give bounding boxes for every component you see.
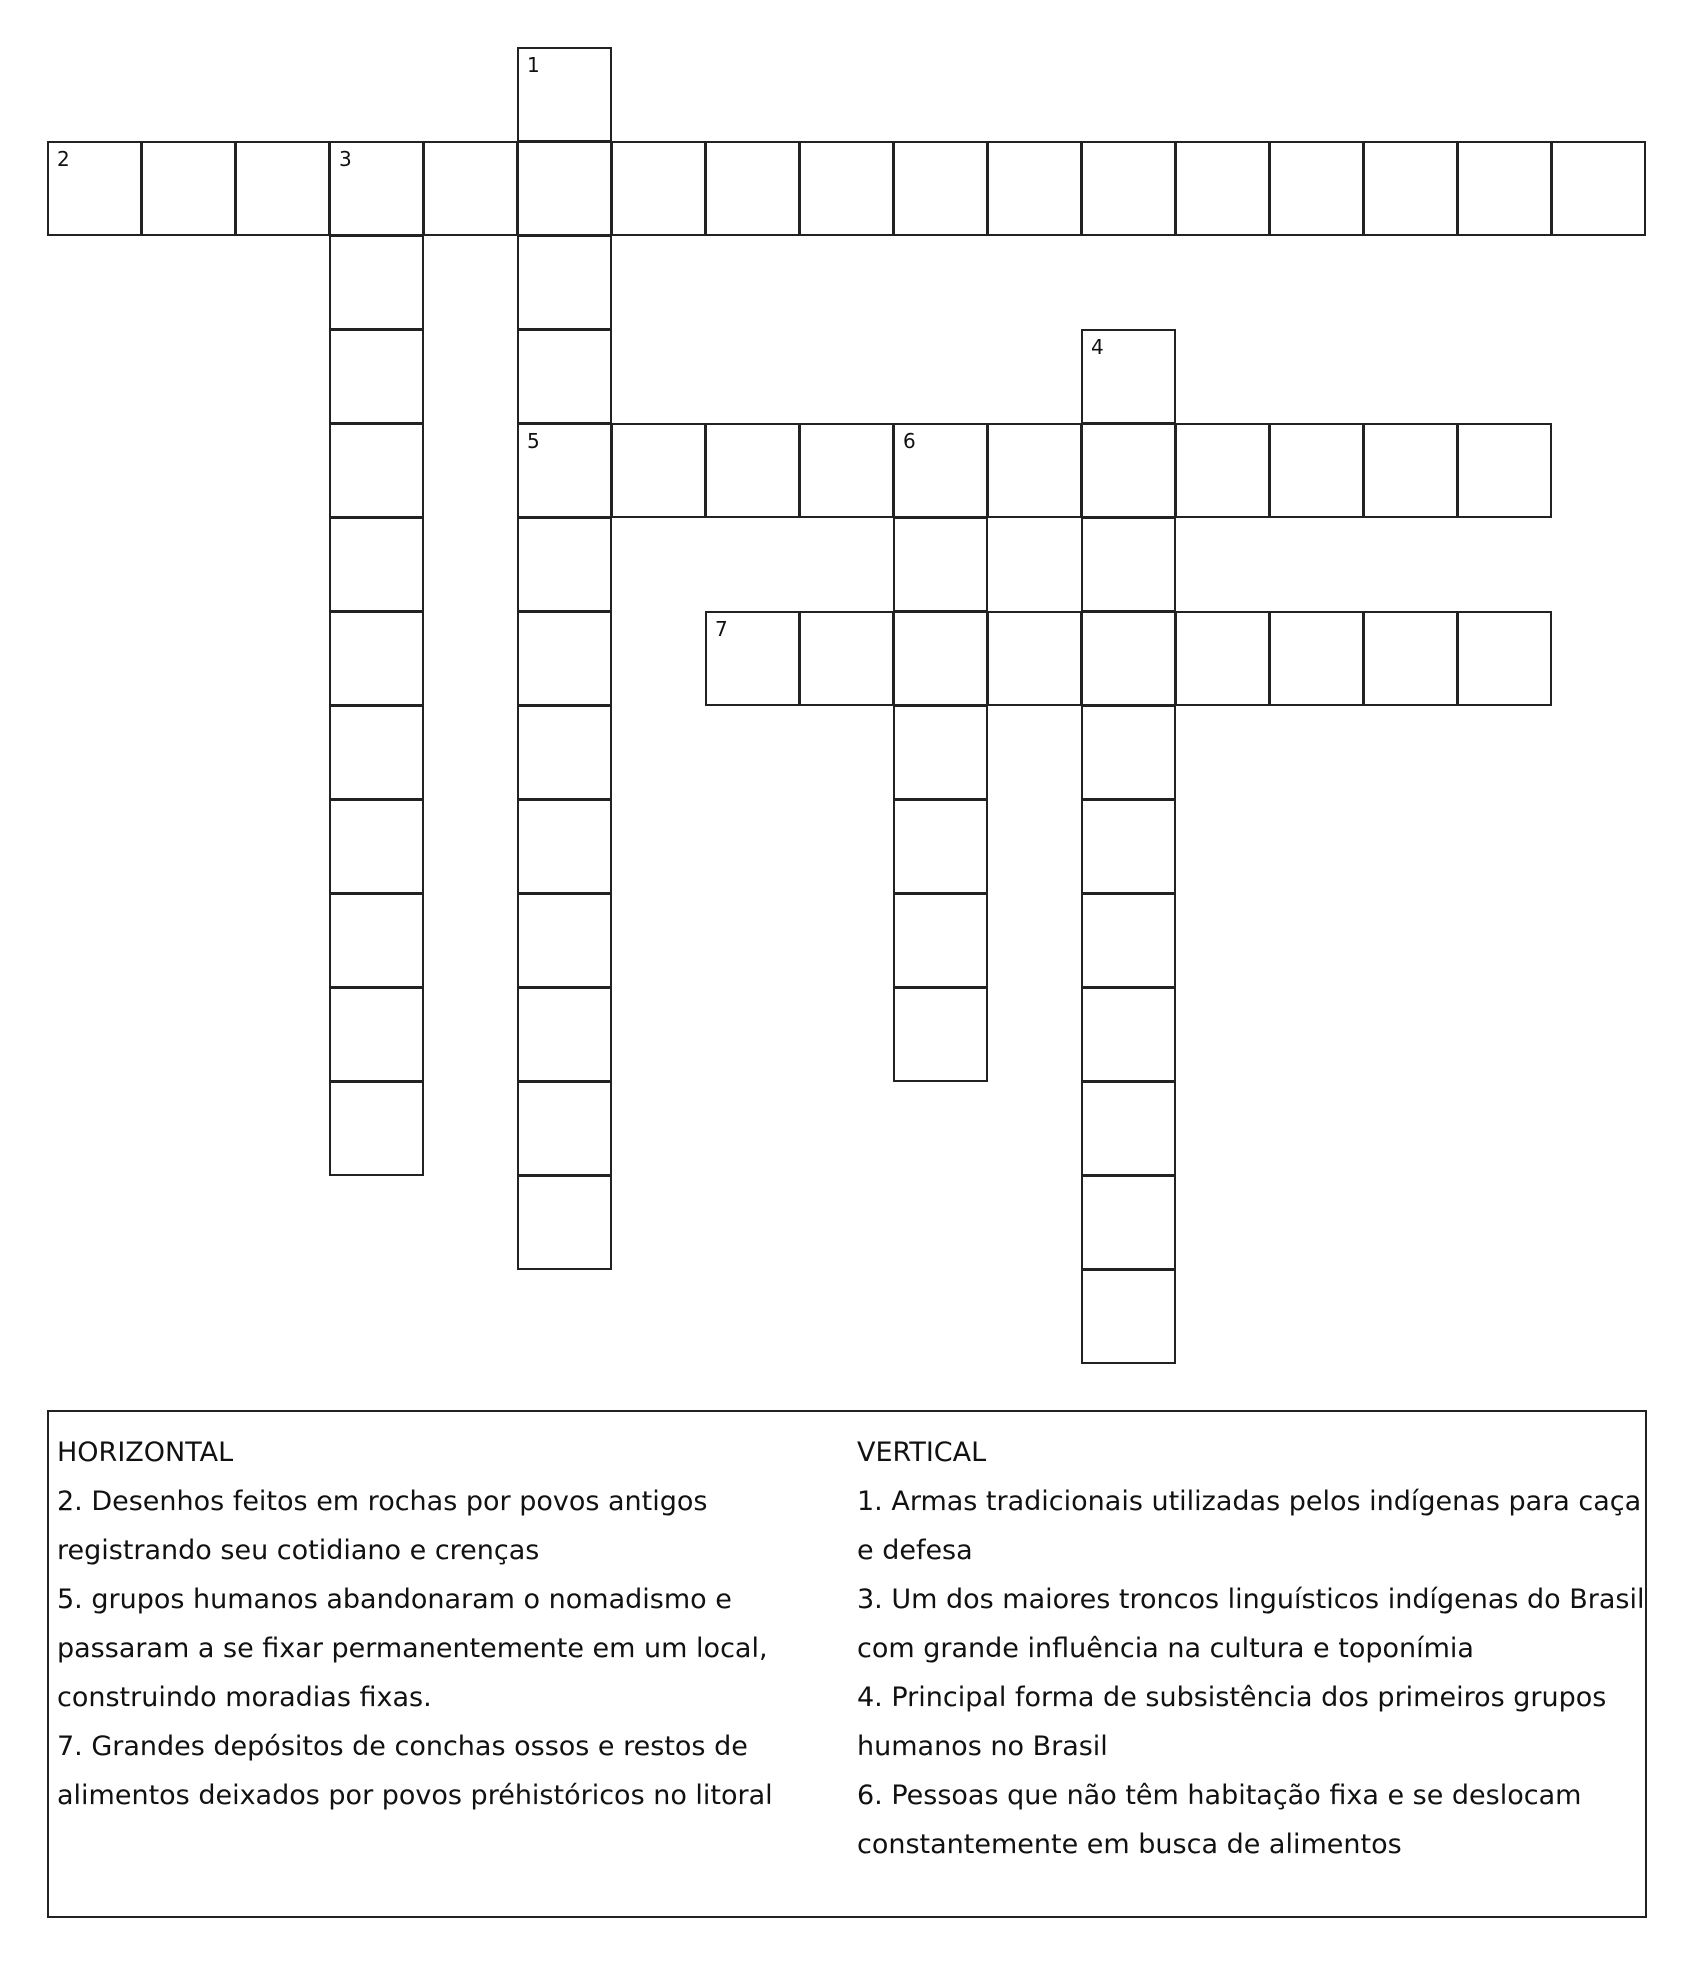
vertical-clue-line: 4. Principal forma de subsistência dos primeiros grupos [857, 1682, 1607, 1713]
clues-box [47, 1410, 1647, 1918]
grid-cell[interactable] [517, 705, 612, 800]
grid-cell[interactable] [611, 423, 706, 518]
horizontal-clue-line: alimentos deixados por povos préhistóricos no litoral [57, 1780, 773, 1811]
grid-cell[interactable] [893, 893, 988, 988]
grid-cell[interactable] [893, 423, 988, 518]
grid-cell[interactable] [705, 423, 800, 518]
grid-cell[interactable] [893, 987, 988, 1082]
grid-cell[interactable] [1081, 893, 1176, 988]
grid-cell[interactable] [517, 987, 612, 1082]
grid-cell[interactable] [329, 329, 424, 424]
grid-cell[interactable] [1363, 423, 1458, 518]
clue-number: 2 [57, 147, 70, 171]
grid-cell[interactable] [1457, 423, 1552, 518]
grid-cell[interactable] [517, 423, 612, 518]
grid-cell[interactable] [1175, 141, 1270, 236]
grid-cell[interactable] [517, 893, 612, 988]
grid-cell[interactable] [1269, 611, 1364, 706]
clue-number: 3 [339, 147, 352, 171]
clue-number: 7 [715, 617, 728, 641]
vertical-clue-line: 6. Pessoas que não têm habitação fixa e se deslocam [857, 1780, 1582, 1811]
grid-cell[interactable] [329, 423, 424, 518]
grid-cell[interactable] [987, 423, 1082, 518]
grid-cell[interactable] [705, 611, 800, 706]
grid-cell[interactable] [517, 517, 612, 612]
clue-number: 4 [1091, 335, 1104, 359]
grid-cell[interactable] [517, 235, 612, 330]
grid-cell[interactable] [1081, 141, 1176, 236]
clue-number: 6 [903, 429, 916, 453]
vertical-clue-line: humanos no Brasil [857, 1731, 1108, 1762]
grid-cell[interactable] [1081, 329, 1176, 424]
vertical-clue-line: e defesa [857, 1535, 973, 1566]
grid-cell[interactable] [987, 141, 1082, 236]
vertical-clue-line: constantemente em busca de alimentos [857, 1829, 1402, 1860]
grid-cell[interactable] [1081, 1269, 1176, 1364]
horizontal-clue-line: passaram a se fixar permanentemente em um local, [57, 1633, 768, 1664]
grid-cell[interactable] [893, 799, 988, 894]
horizontal-clue-line: 2. Desenhos feitos em rochas por povos antigos [57, 1486, 708, 1517]
horizontal-clue-line: registrando seu cotidiano e crenças [57, 1535, 540, 1566]
grid-cell[interactable] [799, 423, 894, 518]
grid-cell[interactable] [1081, 799, 1176, 894]
grid-cell[interactable] [1081, 1175, 1176, 1270]
grid-cell[interactable] [329, 705, 424, 800]
grid-cell[interactable] [517, 141, 612, 236]
grid-cell[interactable] [329, 987, 424, 1082]
grid-cell[interactable] [1175, 423, 1270, 518]
vertical-clue-line: com grande influência na cultura e toponímia [857, 1633, 1474, 1664]
grid-cell[interactable] [1081, 611, 1176, 706]
grid-cell[interactable] [1363, 611, 1458, 706]
clue-number: 5 [527, 429, 540, 453]
vertical-clues [857, 1428, 1647, 1869]
grid-cell[interactable] [705, 141, 800, 236]
grid-cell[interactable] [235, 141, 330, 236]
grid-cell[interactable] [517, 611, 612, 706]
grid-cell[interactable] [1457, 141, 1552, 236]
grid-cell[interactable] [799, 141, 894, 236]
grid-cell[interactable] [987, 611, 1082, 706]
grid-cell[interactable] [517, 329, 612, 424]
grid-cell[interactable] [329, 799, 424, 894]
grid-cell[interactable] [329, 611, 424, 706]
grid-cell[interactable] [1081, 517, 1176, 612]
horizontal-clue-line: 7. Grandes depósitos de conchas ossos e restos de [57, 1731, 748, 1762]
grid-cell[interactable] [329, 141, 424, 236]
grid-cell[interactable] [1551, 141, 1646, 236]
horizontal-heading: HORIZONTAL [57, 1437, 234, 1468]
horizontal-clue-line: 5. grupos humanos abandonaram o nomadismo e [57, 1584, 732, 1615]
grid-cell[interactable] [893, 517, 988, 612]
vertical-heading: VERTICAL [857, 1437, 987, 1468]
grid-cell[interactable] [1363, 141, 1458, 236]
grid-cell[interactable] [1081, 705, 1176, 800]
grid-cell[interactable] [893, 705, 988, 800]
grid-cell[interactable] [893, 611, 988, 706]
grid-cell[interactable] [893, 141, 988, 236]
vertical-clue-line: 3. Um dos maiores troncos linguísticos indígenas do Brasil [857, 1584, 1645, 1615]
grid-cell[interactable] [329, 893, 424, 988]
grid-cell[interactable] [141, 141, 236, 236]
grid-cell[interactable] [1081, 987, 1176, 1082]
grid-cell[interactable] [329, 1081, 424, 1176]
grid-cell[interactable] [517, 1081, 612, 1176]
grid-cell[interactable] [1081, 1081, 1176, 1176]
grid-cell[interactable] [47, 141, 142, 236]
grid-cell[interactable] [423, 141, 518, 236]
grid-cell[interactable] [611, 141, 706, 236]
horizontal-clues [57, 1428, 837, 1820]
grid-cell[interactable] [517, 47, 612, 142]
grid-cell[interactable] [1081, 423, 1176, 518]
grid-cell[interactable] [1175, 611, 1270, 706]
grid-cell[interactable] [1269, 141, 1364, 236]
grid-cell[interactable] [329, 235, 424, 330]
grid-cell[interactable] [1269, 423, 1364, 518]
clue-number: 1 [527, 53, 540, 77]
grid-cell[interactable] [329, 517, 424, 612]
grid-cell[interactable] [517, 799, 612, 894]
horizontal-clue-line: construindo moradias fixas. [57, 1682, 432, 1713]
vertical-clue-line: 1. Armas tradicionais utilizadas pelos indígenas para caça [857, 1486, 1642, 1517]
grid-cell[interactable] [1457, 611, 1552, 706]
grid-cell[interactable] [517, 1175, 612, 1270]
grid-cell[interactable] [799, 611, 894, 706]
